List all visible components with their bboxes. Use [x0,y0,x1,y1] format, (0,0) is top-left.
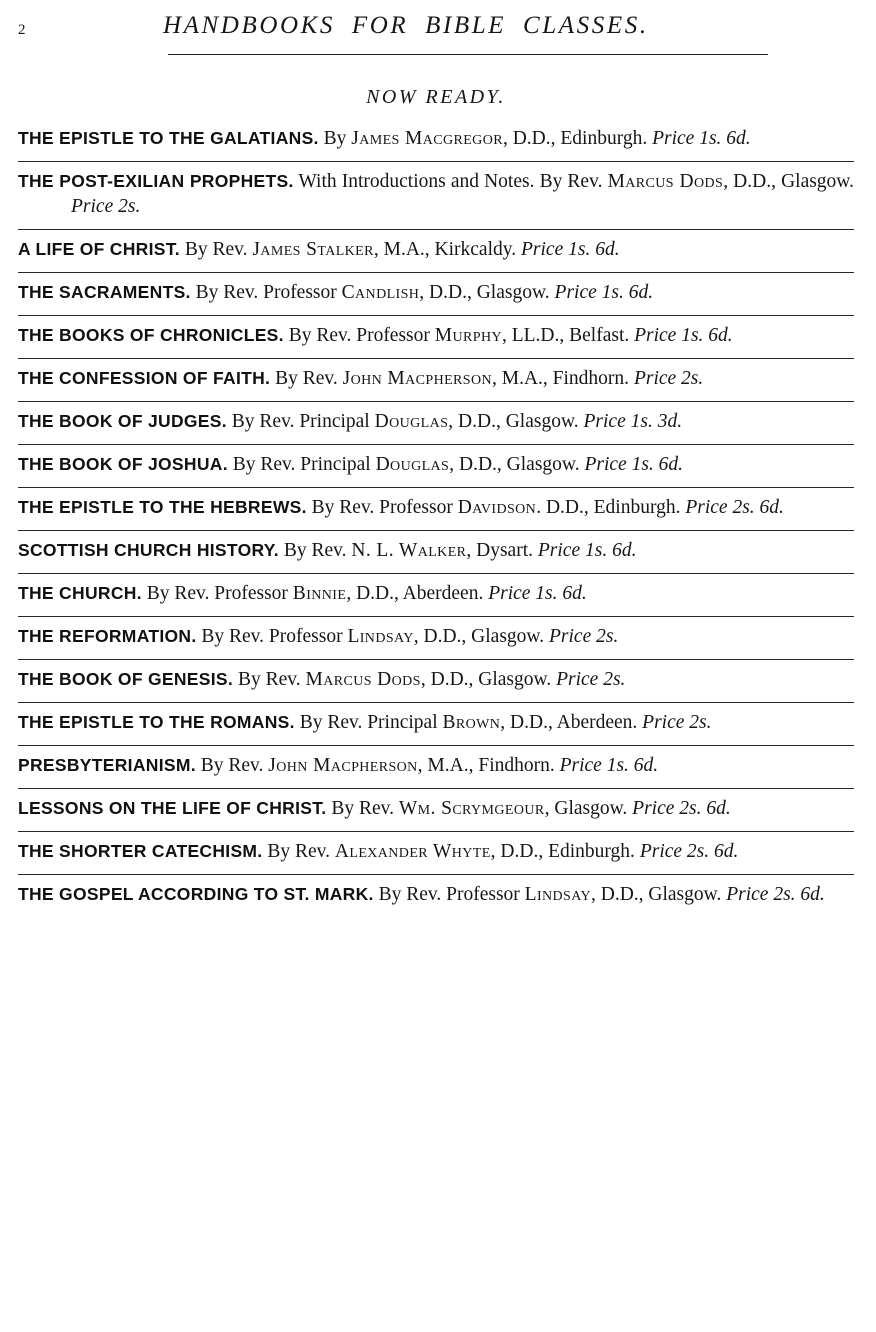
price: Price 1s. 6d. [488,583,587,604]
book-entry [18,660,854,703]
price: Price 2s. [71,196,141,217]
byline-suffix: . D.D., Edinburgh. [536,497,686,518]
entry-text [18,538,854,563]
author-name: Binnie [292,583,347,604]
book-title: THE SHORTER CATECHISM. [18,841,263,861]
price: Price 2s. 6d. [639,841,739,862]
book-entry [18,162,854,230]
author-name: Marcus Dods [607,171,724,192]
book-title: THE REFORMATION. [18,626,197,646]
entry-text [18,796,854,821]
byline-suffix: , D.D., Edinburgh. [490,841,640,862]
price: Price 2s. 6d. [726,884,825,905]
byline-suffix: , M.A., Findhorn. [492,368,634,389]
byline-prefix: By [318,128,352,149]
byline-prefix: By Rev. Professor [196,626,348,647]
byline-suffix: , D.D., Edinburgh. [502,128,653,149]
byline-prefix: By Rev. Professor [141,583,293,604]
entry-text [18,667,854,692]
book-entry [18,875,854,918]
price: Price 2s. [642,712,712,733]
page-number: 2 [18,22,26,38]
entry-text [18,452,854,477]
book-entry [18,703,854,746]
entry-text [18,169,854,219]
byline-prefix: By Rev. [233,669,306,690]
entry-text [18,280,854,305]
book-title: THE EPISTLE TO THE ROMANS. [18,712,295,732]
byline-suffix: , D.D., Aberdeen. [346,583,489,604]
byline-prefix: By Rev. [278,540,352,561]
byline-suffix: , D.D., Glasgow. [419,282,555,303]
price: Price 2s. [549,626,619,647]
book-title: LESSONS ON THE LIFE OF CHRIST. [18,798,327,818]
book-title: THE BOOK OF JOSHUA. [18,454,228,474]
book-title: THE CONFESSION OF FAITH. [18,368,271,388]
entry-text [18,710,854,735]
book-title: A LIFE OF CHRIST. [18,239,180,259]
author-name: James Stalker [252,239,374,260]
byline-suffix: , D.D., Glasgow. [449,454,585,475]
byline-prefix: With Introductions and Notes. By Rev. [293,171,608,192]
byline-suffix: , D.D., Glasgow. [723,171,854,192]
price: Price 2s. 6d. [632,798,731,819]
price: Price 1s. 6d. [634,325,733,346]
book-title: THE BOOK OF GENESIS. [18,669,234,689]
author-name: Marcus Dods [305,669,421,690]
author-name: Lindsay [524,884,591,905]
author-name: Murphy [434,325,502,346]
entry-text [18,323,854,348]
book-title: THE POST-EXILIAN PROPHETS. [18,171,294,191]
byline-suffix: , D.D., Glasgow. [413,626,549,647]
byline-prefix: By Rev. Principal [294,712,443,733]
byline-prefix: By Rev. [270,368,343,389]
book-entry [18,119,854,162]
price: Price 2s. [556,669,626,690]
byline-prefix: By Rev. [179,239,253,260]
author-name: Douglas [375,454,450,475]
byline-suffix: , LL.D., Belfast. [501,325,635,346]
section-heading: NOW READY. [366,86,506,108]
author-name: Lindsay [347,626,414,647]
book-title: THE EPISTLE TO THE GALATIANS. [18,128,319,148]
author-name: Candlish [341,282,420,303]
book-title: THE BOOK OF JUDGES. [18,411,227,431]
book-entry [18,359,854,402]
book-entry [18,316,854,359]
running-head [18,0,854,50]
book-entry [18,832,854,875]
book-title: THE GOSPEL ACCORDING TO ST. MARK. [18,884,374,904]
author-name: John Macpherson [342,368,492,389]
entry-text [18,882,854,907]
byline-suffix: , M.A., Findhorn. [417,755,560,776]
price: Price 1s. 6d. [559,755,659,776]
author-name: Wm. Scrymgeour [398,798,545,819]
byline-prefix: By Rev. [195,755,269,776]
byline-suffix: , Glasgow. [544,798,633,819]
entry-text [18,753,854,778]
book-entry [18,230,854,273]
entry-text [18,495,854,520]
byline-prefix: By Rev. [326,798,399,819]
author-name: James Macgregor [351,128,503,149]
entry-text [18,839,854,864]
book-title: PRESBYTERIANISM. [18,755,196,775]
byline-prefix: By Rev. Professor [190,282,342,303]
price: Price 1s. 6d. [537,540,637,561]
book-entry [18,445,854,488]
byline-prefix: By Rev. Principal [227,454,376,475]
book-entry [18,531,854,574]
byline-prefix: By Rev. [262,841,335,862]
byline-suffix: , M.A., Kirkcaldy. [373,239,521,260]
book-title: SCOTTISH CHURCH HISTORY. [18,540,279,560]
author-name: N. L. Walker [351,540,467,561]
book-entry [18,574,854,617]
author-name: Davidson [457,497,537,518]
byline-prefix: By Rev. Professor [306,497,458,518]
book-entry [18,746,854,789]
book-title: THE EPISTLE TO THE HEBREWS. [18,497,307,517]
entry-text [18,366,854,391]
byline-prefix: By Rev. Principal [226,411,375,432]
price: Price 1s. 6d. [554,282,654,303]
price: Price 1s. 6d. [584,454,684,475]
book-title: THE SACRAMENTS. [18,282,191,302]
book-list [18,119,854,918]
byline-suffix: , D.D., Glasgow. [448,411,584,432]
entry-text [18,126,854,151]
price: Price 1s. 6d. [521,239,620,260]
book-entry [18,402,854,445]
running-title: HANDBOOKS FOR BIBLE CLASSES. [163,12,649,39]
price: Price 1s. 3d. [583,411,683,432]
entry-text [18,581,854,606]
entry-text [18,237,854,262]
book-title: THE BOOKS OF CHRONICLES. [18,325,284,345]
book-entry [18,789,854,832]
header-rule [168,54,768,55]
byline-prefix: By Rev. Professor [283,325,435,346]
price: Price 2s. 6d. [685,497,784,518]
book-entry [18,273,854,316]
byline-suffix: , D.D., Glasgow. [420,669,557,690]
author-name: Brown [442,712,501,733]
book-entry [18,617,854,660]
byline-suffix: , Dysart. [466,540,538,561]
author-name: John Macpherson [268,755,418,776]
byline-suffix: , D.D., Aberdeen. [500,712,643,733]
author-name: Alexander Whyte [334,841,491,862]
byline-prefix: By Rev. Professor [373,884,525,905]
byline-suffix: , D.D., Glasgow. [590,884,727,905]
author-name: Douglas [374,411,449,432]
book-entry [18,488,854,531]
price: Price 1s. 6d. [652,128,751,149]
book-title: THE CHURCH. [18,583,142,603]
price: Price 2s. [633,368,704,389]
entry-text [18,624,854,649]
entry-text [18,409,854,434]
